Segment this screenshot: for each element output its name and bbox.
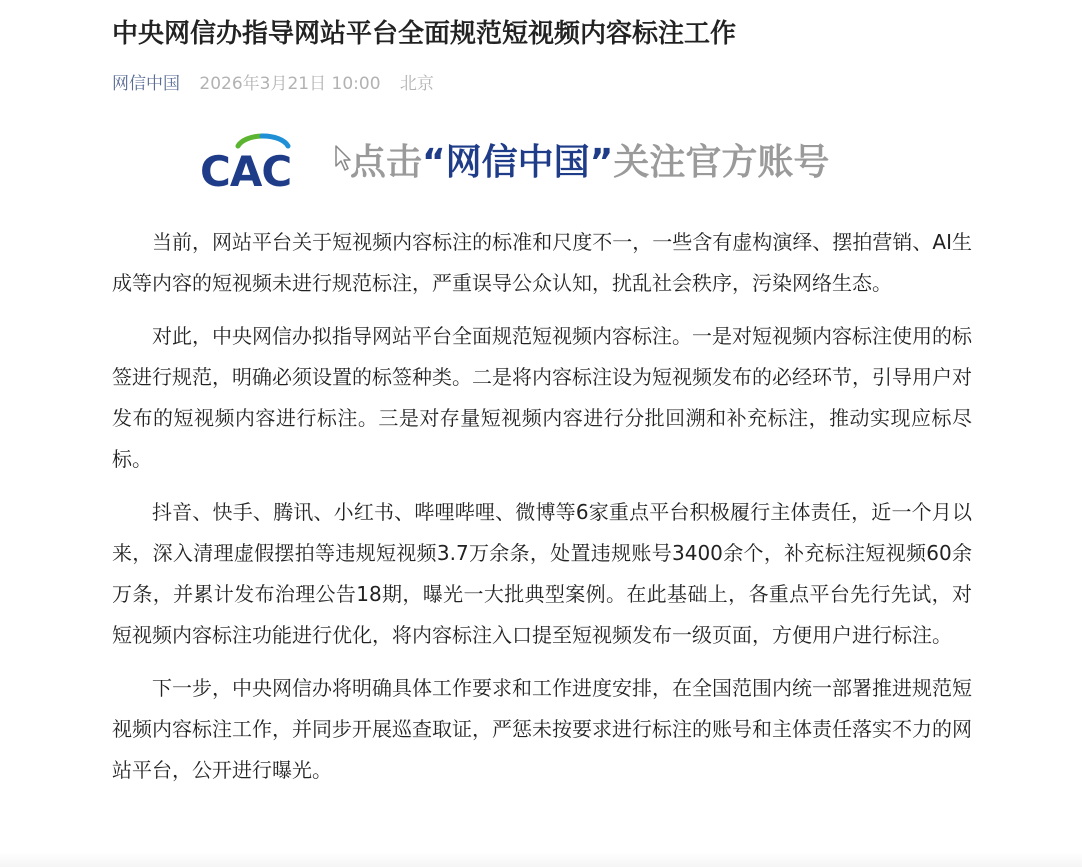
publish-date: 2026年3月21日 10:00 (199, 74, 381, 94)
article-meta (112, 70, 434, 98)
banner-text (350, 140, 829, 186)
banner-text-suffix: 关注官方账号 (613, 142, 830, 183)
paragraph: 当前，网站平台关于短视频内容标注的标准和尺度不一，一些含有虚构演绎、摆拍营销、AI生成等内容的短视频未进行规范标注，严重误导公众认知，扰乱社会秩序，污染网络生态。 (112, 230, 972, 295)
article-body (112, 222, 972, 803)
banner-text-highlight: “网信中国” (422, 142, 614, 183)
cac-logo-text: CAC (200, 147, 292, 196)
publish-location: 北京 (399, 74, 434, 94)
follow-banner[interactable] (200, 130, 882, 196)
source-account-link[interactable]: 网信中国 (112, 74, 180, 94)
paragraph: 抖音、快手、腾讯、小红书、哔哩哔哩、微博等6家重点平台积极履行主体责任，近一个月以来，深入清理虚假摆拍等违规短视频3.7万余条，处置违规账号3400余个，补充标注短视频60余万条，并累计发布治理公告18期，曝光一大批典型案例。在此基础上，各重点平台先行先试，对短视频内容标注功能进行优化，将内容标注入口提至短视频发布一级页面，方便用户进行标注。 (112, 500, 972, 647)
article-title: 中央网信办指导网站平台全面规范短视频内容标注工作 (112, 19, 737, 49)
cac-logo (200, 130, 310, 196)
bottom-fade (0, 852, 1082, 867)
paragraph: 对此，中央网信办拟指导网站平台全面规范短视频内容标注。一是对短视频内容标注使用的标签进行规范，明确必须设置的标签种类。二是将内容标注设为短视频发布的必经环节，引导用户对发布的短视频内容进行标注。三是对存量短视频内容进行分批回溯和补充标注，推动实现应标尽标。 (112, 324, 972, 471)
paragraph: 下一步，中央网信办将明确具体工作要求和工作进度安排，在全国范围内统一部署推进规范短视频内容标注工作，并同步开展巡查取证，严惩未按要求进行标注的账号和主体责任落实不力的网站平台，公开进行曝光。 (112, 676, 972, 782)
banner-text-prefix: 点击 (350, 142, 423, 183)
